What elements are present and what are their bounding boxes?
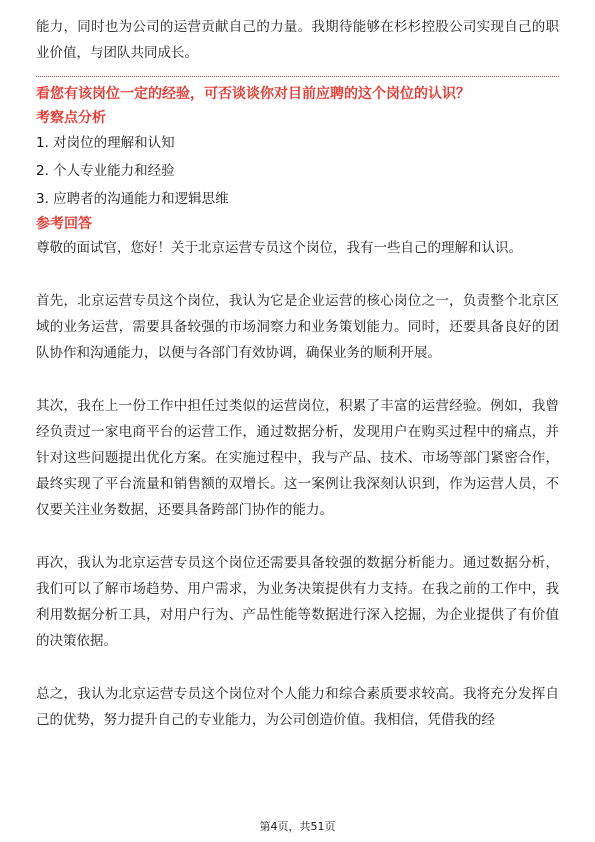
analysis-point: 2. 个人专业能力和经验: [36, 163, 175, 179]
interview-question: 看您有该岗位一定的经验，可否谈谈你对目前应聘的这个岗位的认识？: [36, 86, 470, 102]
answer-heading: 参考回答: [36, 216, 92, 232]
answer-paragraph: 首先，北京运营专员这个岗位，我认为它是企业运营的核心岗位之一，负责整个北京区域的业务运营，需要具备较强的市场洞察力和业务策划能力。同时，还要具备良好的团队协作和沟通能力，以便与各部门有效协调，确保业务的顺利开展。: [36, 293, 559, 361]
page-number: 第4页，共51页: [259, 820, 336, 833]
analysis-point: 1. 对岗位的理解和认知: [36, 135, 175, 151]
section-divider: [36, 76, 559, 77]
answer-paragraph: 尊敬的面试官，您好！关于北京运营专员这个岗位，我有一些自己的理解和认识。: [36, 240, 522, 256]
answer-paragraph: 再次，我认为北京运营专员这个岗位还需要具备较强的数据分析能力。通过数据分析，我们可以了解市场趋势、用户需求，为业务决策提供有力支持。在我之前的工作中，我利用数据分析工具，对用户行为、产品性能等数据进行深入挖掘，为企业提供了有价值的决策依据。: [36, 555, 559, 649]
continuation-paragraph: 能力，同时也为公司的运营贡献自己的力量。我期待能够在杉杉控股公司实现自己的职业价值，与团队共同成长。: [36, 19, 559, 61]
answer-paragraph: 总之，我认为北京运营专员这个岗位对个人能力和综合素质要求较高。我将充分发挥自己的优势，努力提升自己的专业能力，为公司创造价值。我相信，凭借我的经: [36, 686, 559, 728]
analysis-point: 3. 应聘者的沟通能力和逻辑思维: [36, 191, 229, 207]
analysis-heading: 考察点分析: [36, 110, 106, 126]
answer-paragraph: 其次，我在上一份工作中担任过类似的运营岗位，积累了丰富的运营经验。例如，我曾经负责过一家电商平台的运营工作，通过数据分析，发现用户在购买过程中的痛点，并针对这些问题提出优化方案。在实施过程中，我与产品、技术、市场等部门紧密合作，最终实现了平台流量和销售额的双增长。这一案例让我深刻认识到，作为运营人员，不仅要关注业务数据，还要具备跨部门协作的能力。: [36, 398, 559, 518]
document-page: [36, 14, 559, 733]
